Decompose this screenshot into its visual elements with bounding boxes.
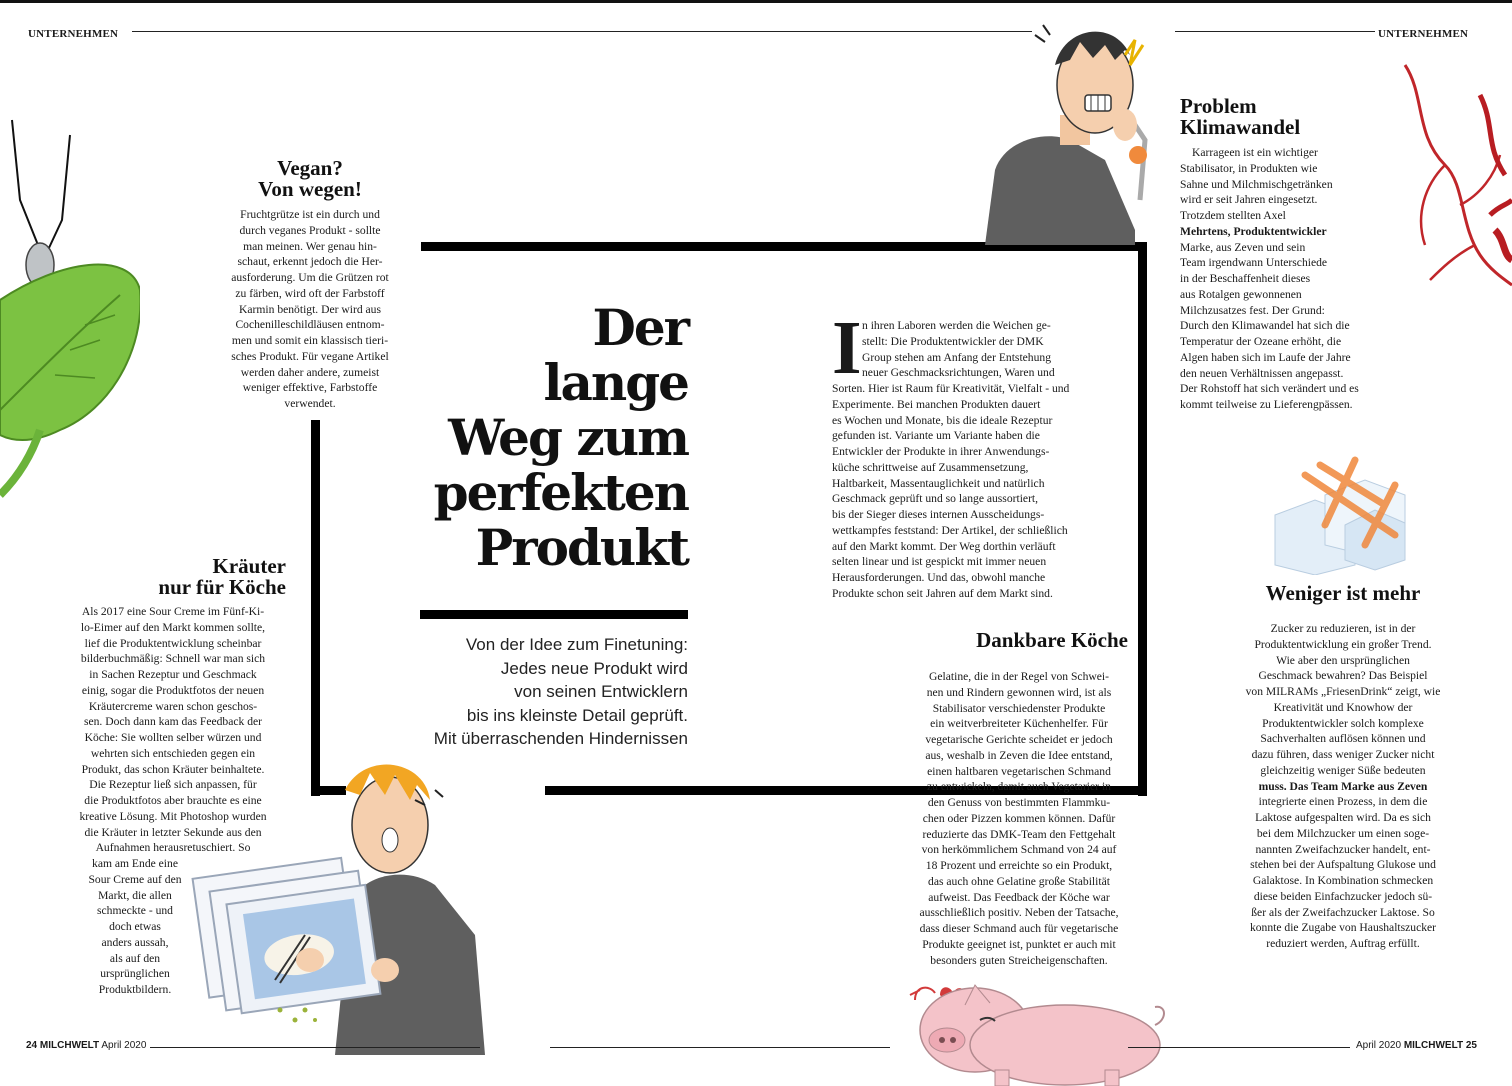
- sugar-cubes-illustration: [1265, 455, 1425, 575]
- frame-left: [311, 420, 320, 796]
- issue-date-left: April 2020: [101, 1040, 147, 1051]
- page-number-left: 24: [26, 1040, 38, 1051]
- lead-line: Mit überraschenden Hindernissen: [433, 729, 688, 748]
- kraeuter-body-tail: kam am Ende eine Sour Creme auf den Markt, die allen schmeckte - und doch etwas anders aussah, als auf den ursprünglichen Produktbildern.: [88, 857, 182, 996]
- title-rule: [420, 610, 688, 619]
- footer-right: [1356, 1040, 1477, 1051]
- man-with-pliers-illustration: [975, 20, 1165, 245]
- koeche-heading: Dankbare Köche: [976, 628, 1128, 652]
- footer-rule-right: [1128, 1047, 1350, 1048]
- klima-heading: Problem Klimawandel: [1180, 94, 1301, 140]
- top-border: [0, 0, 1512, 3]
- title-line: perfekten: [433, 463, 688, 522]
- header-rule-right: [1175, 31, 1375, 32]
- lead-line: von seinen Entwicklern: [514, 682, 688, 701]
- page-number-right: 25: [1465, 1040, 1477, 1051]
- title-line: lange: [543, 353, 688, 412]
- header-rule-left: [132, 31, 1032, 32]
- pig-illustration: [905, 975, 1170, 1086]
- title-line: Der: [592, 298, 688, 357]
- vegan-body: Fruchtgrütze ist ein durch und durch veganes Produkt - sollte man meinen. Wer genau hin- schaut, erkennt jedoch die Her- ausforderung. Um die Grützen rot zu färben, wird oft der Farbstoff Karmin benötigt. Der wird aus Cochenilleschildläusen entnom- men und somit ein klassisch tieri- sches Produkt. Für vegane Artikel werden daher andere, zumeist weniger effektive, Farbstoffe verwendet.: [231, 208, 389, 410]
- weniger-body: Zucker zu reduzieren, ist in der Produktentwicklung ein großer Trend. Wie aber den ursprünglichen Geschmack bewahren? Das Beispiel von MILRAMs „FriesenDrink“ zeigt, wie Kreativität und Knowhow der Produktentwickler solch komplexe Sachverhalten auflösen können und dazu führen, dass weniger Zucker nicht gleichzeitig weniger Süße bedeuten muss. Das Team Marke aus Zeven integrierte einen Prozess, in dem die Laktose aufgespalten wird. Da es sich bei dem Milchzucker um einen soge- nannten Zweifachzucker handelt, ent- stehen bei der Aufspaltung Glukose und Galaktose. In Kombination schmecken diese beiden Einfachzucker jedoch sü- ßer als der Zweifachzucker Laktose. So konnte die Zugabe von Haushaltszucker reduziert werden, Auftrag erfüllt.: [1245, 622, 1441, 950]
- section-label-right: UNTERNEHMEN: [1378, 28, 1469, 40]
- footer-rule-center: [550, 1047, 890, 1048]
- klima-body: Karrageen ist ein wichtiger Stabilisator, in Produkten wie Sahne und Milchmischgetränken wird er seit Jahren eingesetzt. Trotzdem stellten Axel Mehrtens, Produktentwickler Marke, aus Zeven und sein Team irgendwann Unterschiede in der Beschaffenheit dieses aus Rotalgen gewonnenen Milchzusatzes fest. Der Grund: Durch den Klimawandel hat sich die Temperatur der Ozeane erhöht, die Algen haben sich im Laufe der Jahre den neuen Verhältnissen angepasst. Der Rohstoff hat sich verändert und es kommt teilweise zu Lieferengpässen.: [1180, 146, 1359, 411]
- lead-line: Von der Idee zum Finetuning:: [465, 635, 688, 654]
- feature-lead: [400, 633, 688, 751]
- magazine-name-left: MILCHWELT: [39, 1040, 100, 1051]
- kraeuter-body: Als 2017 eine Sour Creme im Fünf-Ki- lo-Eimer auf den Markt kommen sollte, lief die Produktentwicklung scheinbar bilderbuchmäßig: Schnell war man sich in Sachen Rezeptur und Geschmack einig, sogar die Produktfotos der neuen Kräutercreme waren schon geschos- sen. Doch dann kam das Feedback der Köche: Sie wollten selber würzen und wehrten sich entschieden gegen ein Produkt, das schon Kräuter beinhaltete. Die Rezeptur ließ sich anpassen, für die Produktfotos aber brauchte es eine kreative Lösung. Mit Photoshop wurden die Kräuter in letzter Sekunde aus den Aufnahmen herausretuschiert. So: [79, 605, 267, 855]
- footer-left: [26, 1040, 146, 1051]
- title-line: Produkt: [475, 518, 688, 577]
- magazine-name-right: MILCHWELT: [1403, 1040, 1464, 1051]
- weniger-heading: Weniger ist mehr: [1265, 581, 1421, 605]
- title-line: Weg zum: [448, 408, 688, 467]
- kraeuter-heading: Kräuter nur für Köche: [158, 554, 286, 600]
- lead-line: bis ins kleinste Detail geprüft.: [466, 705, 688, 725]
- footer-rule-left: [150, 1047, 480, 1048]
- leaf-illustration: [0, 110, 140, 500]
- issue-date-right: April 2020: [1356, 1040, 1402, 1051]
- red-algae-illustration: [1385, 55, 1512, 295]
- feature-title: [400, 300, 688, 575]
- koeche-body: Gelatine, die in der Regel von Schwei- nen und Rindern gewonnen wird, ist als Stabilisator verschiedenster Produkte ein weitverbreiteter Küchenhelfer. Für vegetarische Gerichte scheidet er jedoch aus, weshalb in Zeven die Idee entstand, einen haltbaren vegetarischen Schmand zu entwickeln, damit auch Vegetarier in den Genuss von bestimmten Flammku- chen oder Pizzen kommen können. Dafür reduzierte das DMK-Team den Fettgehalt von herkömmlichem Schmand von 24 auf 18 Prozent und erreichte so ein Produkt, das auch ohne Gelatine große Stabilität aufweist. Das Feedback der Köche war ausschließlich positiv. Neben der Tatsache, dass dieser Schmand auch für vegetarische Produkte geeignet ist, punktet er auch mit besonders guten Streicheigenschaften.: [919, 670, 1119, 967]
- lead-line: Jedes neue Produkt wird: [500, 658, 688, 678]
- vegan-heading: Vegan? Von wegen!: [258, 156, 362, 202]
- section-label-left: UNTERNEHMEN: [28, 28, 119, 40]
- intro-body: n ihren Laboren werden die Weichen ge- stellt: Die Produktentwickler der DMK Group stehen am Anfang der Entstehung neuer Geschmacksrichtungen, Waren und Sorten. Hier ist Raum für Kreativität, Vielfalt - und Experimente. Bei manchen Produkten dauert es Wochen und Monate, bis die ideale Rezeptur gefunden ist. Variante um Variante haben die Entwickler der Produkte in ihrer Anwendungs- küche schrittweise auf Zusammensetzung, Haltbarkeit, Massentauglichkeit und natürlich Geschmack geprüft und so lange aussortiert, bis der Sieger dieses internen Ausscheidungs- wettkampfes feststand: Der Artikel, der schließlich auf den Markt kommt. Der Weg dorthin verläuft selten linear und ist gespickt mit immer neuen Herausforderungen. Und das, obwohl manche Produkte schon seit Jahren auf dem Markt sind.: [832, 319, 1070, 600]
- intro-dropcap: I: [832, 306, 862, 390]
